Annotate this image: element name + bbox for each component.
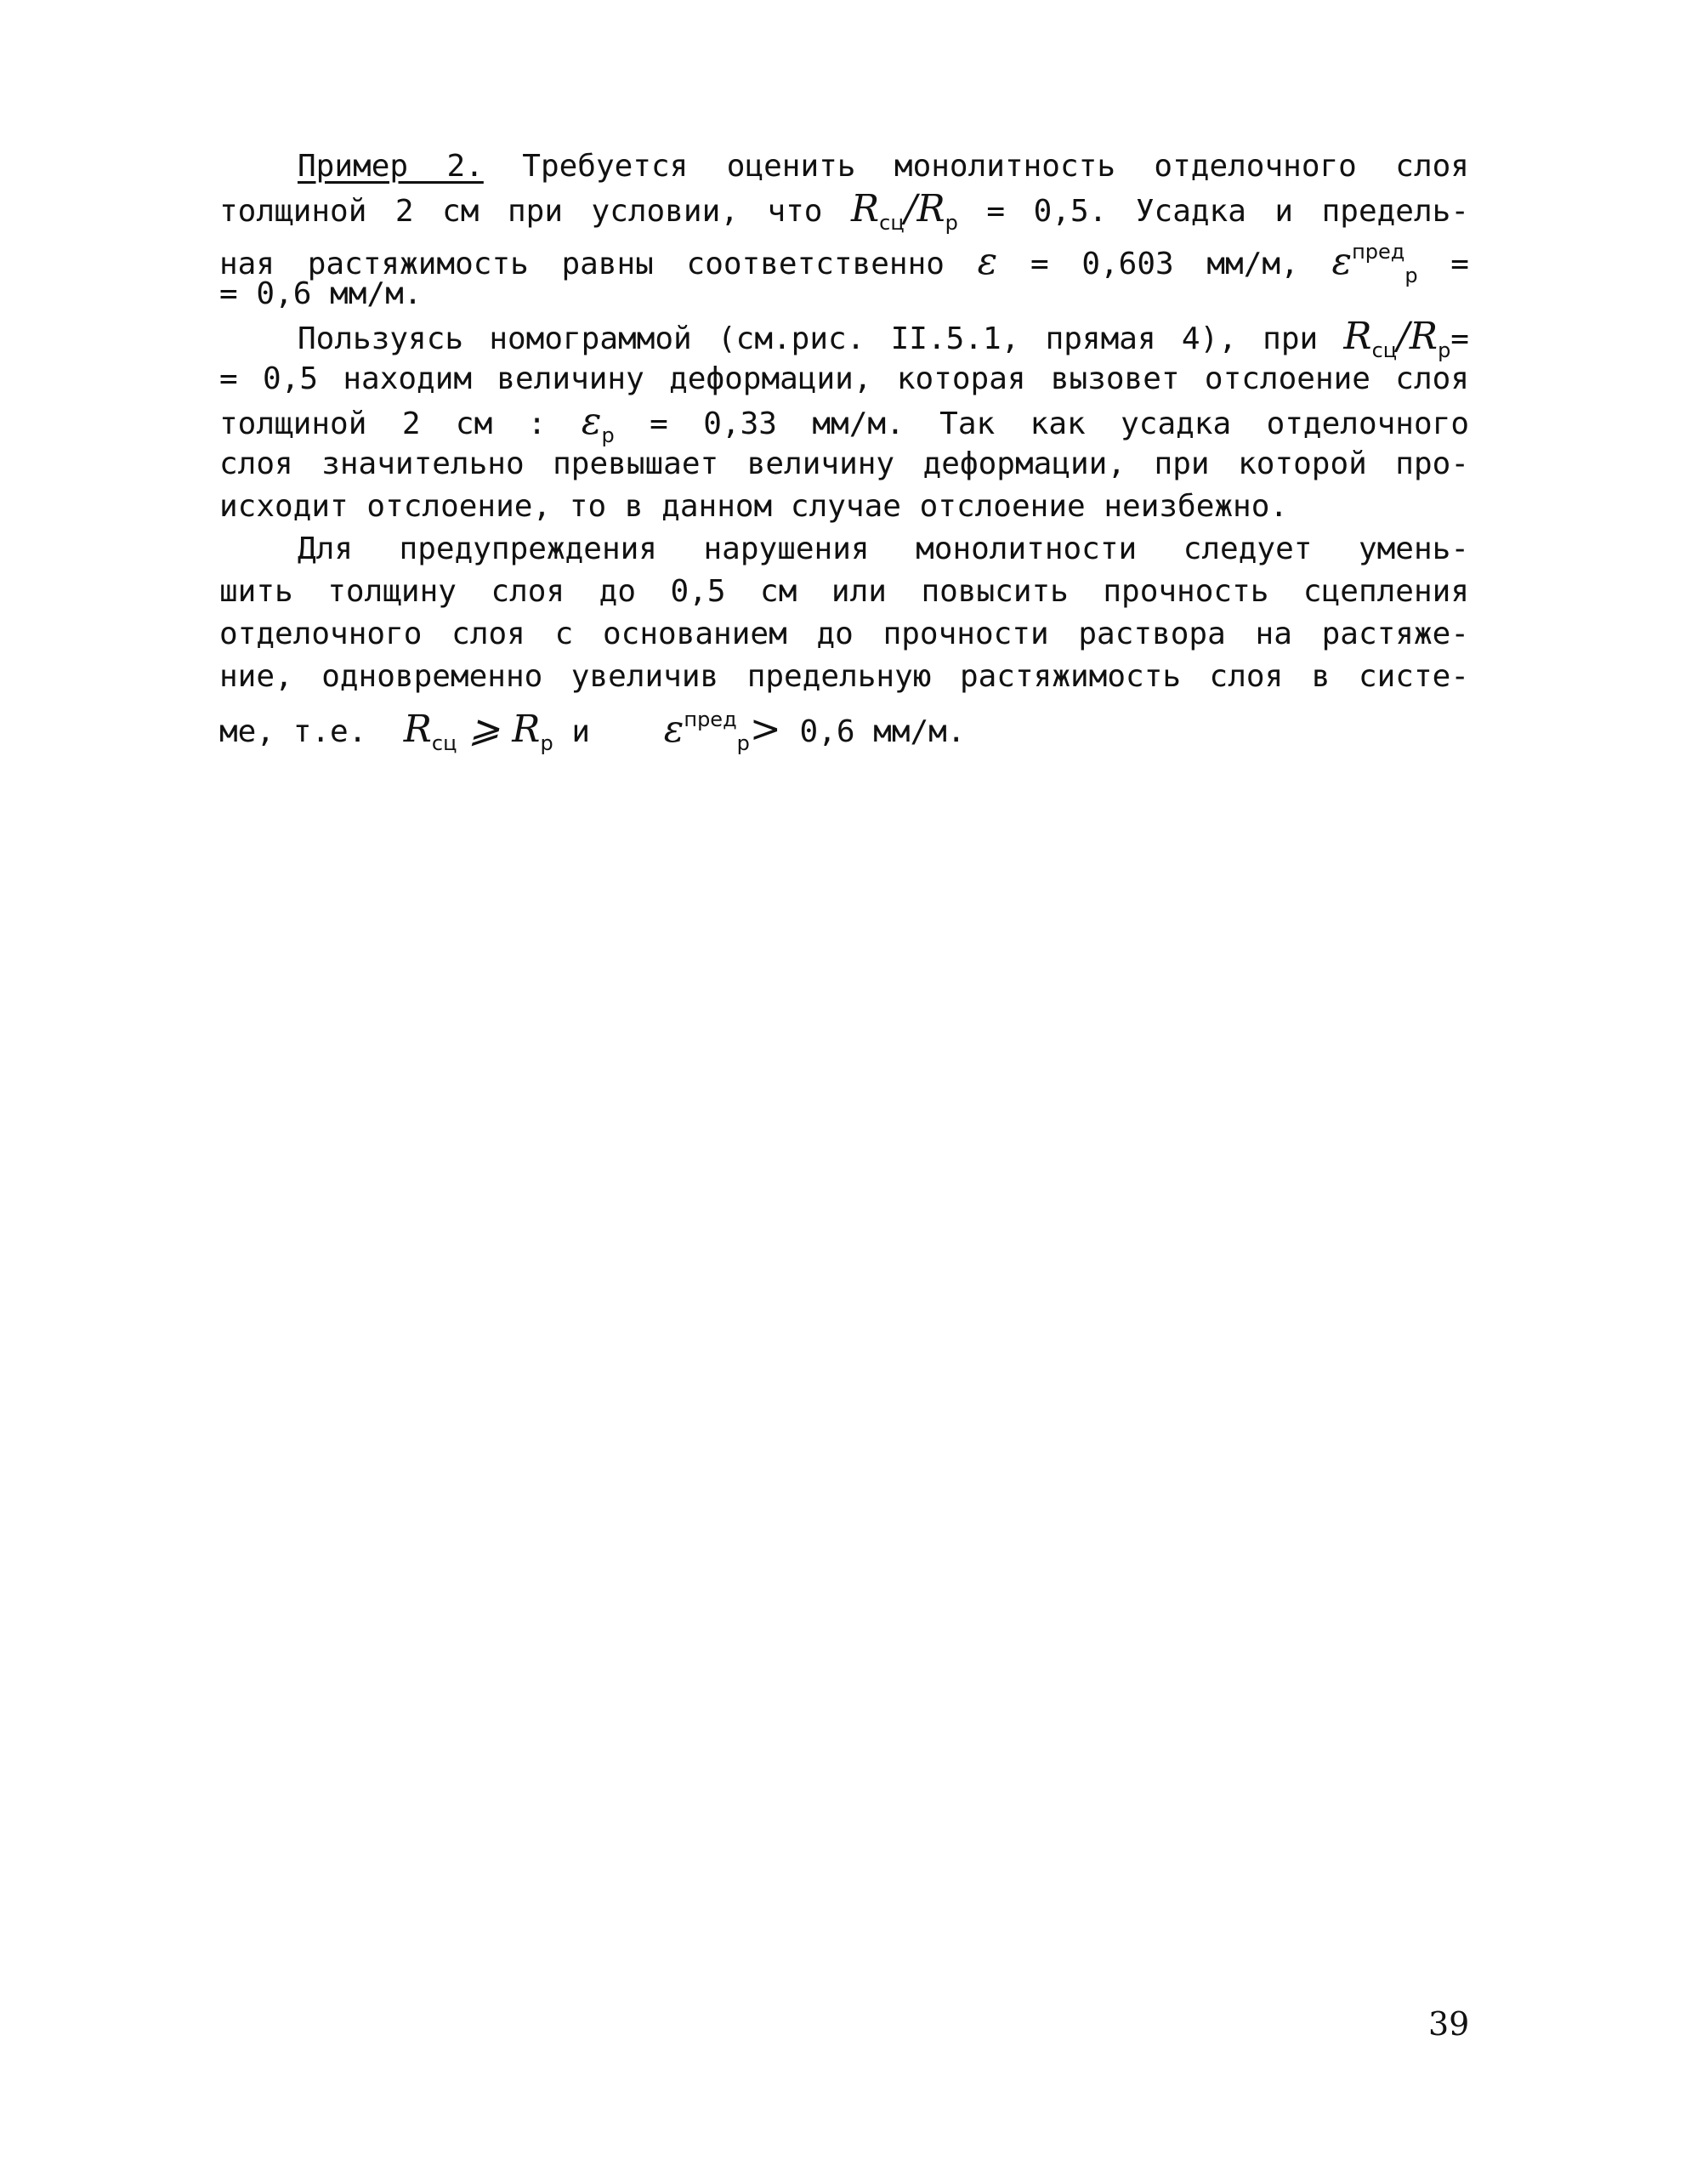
text-run: ная растяжимость равны соответственно (219, 247, 945, 281)
slash: / (1397, 315, 1410, 358)
symbol-r: R (512, 708, 541, 751)
p2-line-5 (219, 486, 1469, 527)
subscript: р (1404, 264, 1418, 287)
formula-condition-r (403, 708, 553, 755)
symbol-r: R (1343, 315, 1372, 358)
superscript: пред (684, 708, 737, 731)
subscript: р (601, 423, 615, 447)
formula-epsilon-p (581, 400, 615, 447)
text-run: исходит отслоение, то в данном случае отслоение неизбежно. (219, 489, 1289, 524)
text-run: = 0,33 мм/м. Так как усадка отделочного (650, 406, 1469, 441)
p2-line-2 (219, 359, 1469, 400)
text-run: шить толщину слоя до 0,5 см или повысить прочность сцепления (219, 574, 1469, 609)
p3-line-1 (298, 529, 1469, 570)
formula-ratio (1343, 315, 1451, 362)
equals-sign: = (1450, 321, 1469, 356)
text-run: = 0,6 мм/м. (219, 276, 423, 311)
subscript: сц (879, 211, 905, 235)
text-run: ме, т.е. (219, 714, 367, 749)
p1-line-2 (219, 187, 1469, 235)
equals-sign: = (1450, 247, 1469, 281)
symbol-epsilon: ε (663, 708, 684, 751)
text-run: Пользуясь номограммой (см.рис. II.5.1, прямая 4), при (298, 321, 1319, 356)
p1-line-3 (219, 231, 1469, 287)
symbol-r: R (1409, 315, 1438, 358)
text-run: отделочного слоя с основанием до прочности раствора на растяже- (219, 617, 1469, 651)
formula-condition-eps (663, 708, 781, 755)
superscript: пред (1352, 240, 1405, 264)
text-run: = 0,5 находим величину деформации, которая вызовет отслоение слоя (219, 361, 1469, 396)
subscript: р (540, 731, 553, 755)
formula-ratio (851, 187, 958, 235)
symbol-epsilon: ε (977, 240, 998, 283)
geq-sign: ⩾ (468, 708, 501, 751)
gt-sign: > (749, 708, 781, 751)
text-run: 0,6 мм/м. (799, 714, 966, 749)
p2-line-1 (298, 315, 1469, 362)
text-run: Для предупреждения нарушения монолитности следует умень- (298, 531, 1469, 566)
subscript: р (945, 211, 958, 235)
text-run: = 0,603 мм/м, (1030, 247, 1299, 281)
p3-line-3 (219, 614, 1469, 655)
symbol-r: R (916, 187, 945, 230)
text-run: и (571, 714, 591, 749)
p3-line-2 (219, 571, 1469, 612)
p3-line-5 (219, 699, 1469, 755)
text-run: толщиной 2 см : (219, 406, 547, 441)
subscript: р (1438, 338, 1451, 362)
subscript: сц (431, 731, 457, 755)
symbol-r: R (403, 708, 432, 751)
symbol-epsilon: ε (1331, 240, 1353, 283)
page-number: 39 (1428, 2005, 1470, 2043)
symbol-epsilon: ε (581, 400, 602, 443)
text-run: толщиной 2 см при условии, что (219, 194, 823, 229)
p2-line-4 (219, 444, 1469, 485)
subscript: сц (1371, 338, 1398, 362)
p3-line-4 (219, 657, 1469, 697)
subscript: р (736, 731, 750, 755)
p2-line-3 (219, 400, 1469, 447)
slash: / (904, 187, 917, 230)
text-run: ние, одновременно увеличив предельную растяжимость слоя в систе- (219, 659, 1469, 694)
p1-line-1-text: Требуется оценить монолитность отделочного слоя (522, 149, 1469, 184)
p1-line-4 (219, 274, 1469, 315)
symbol-r: R (851, 187, 880, 230)
p1-line-1 (298, 146, 1469, 187)
text-run: = 0,5. Усадка и предель- (986, 194, 1469, 229)
example-label: Пример 2. (298, 149, 484, 184)
text-run: слоя значительно превышает величину деформации, при которой про- (219, 446, 1469, 481)
